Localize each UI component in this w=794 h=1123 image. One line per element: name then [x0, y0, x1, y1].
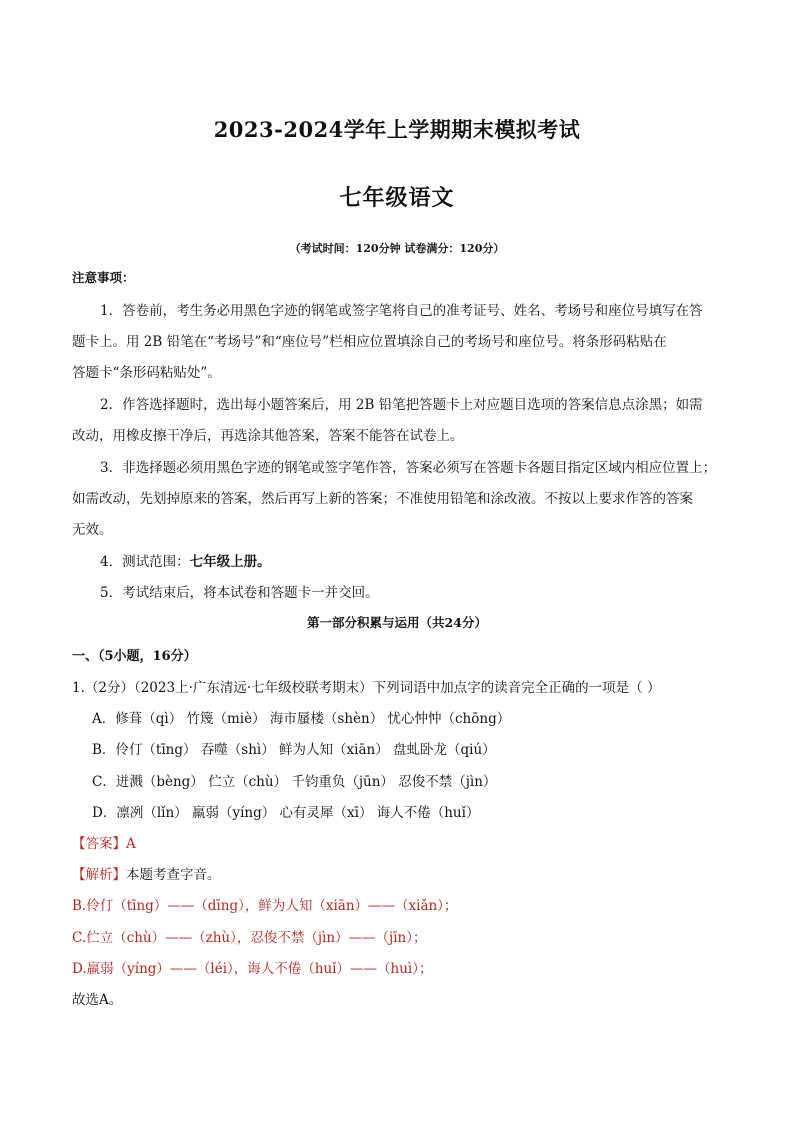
question-1-option-c: C．迸溅（bèng） 伫立（chù） 千钧重负（jūn） 忍俊不禁（jìn）: [92, 774, 497, 790]
notice-item-1-line-1: 1．答卷前，考生务必用黑色字迹的钢笔或签字笔将自己的准考证号、姓名、考场号和座位号填写在答: [100, 303, 703, 319]
conclusion: 故选A。: [72, 992, 123, 1008]
analysis-text: 本题考查字音。: [126, 867, 221, 883]
exam-info: （考试时间：120分钟 试卷满分：120分）: [289, 242, 505, 255]
answer-tag: 【答案】: [72, 836, 126, 852]
notice-item-4-prefix: 4．测试范围：: [100, 554, 190, 570]
notice-item-3-line-3: 无效。: [72, 522, 113, 538]
notice-item-3-line-1: 3．非选择题必须用黑色字迹的钢笔或签字笔作答，答案必须写在答题卡各题目指定区域内相应位置上；: [100, 460, 717, 476]
notice-item-2-line-1: 2．作答选择题时，选出每小题答案后，用 2B 铅笔把答题卡上对应题目选项的答案信息点涂黑；如需: [100, 397, 703, 413]
notice-item-2-line-2: 改动，用橡皮擦干净后，再选涂其他答案，答案不能答在试卷上。: [72, 428, 464, 444]
explain-line-d: D.羸弱（yíng）——（léi），诲人不倦（huǐ）——（huì）；: [72, 961, 433, 977]
analysis-line: [72, 863, 732, 883]
notice-heading: 注意事项：: [72, 270, 135, 285]
notice-item-4-value: 七年级上册。: [189, 554, 271, 570]
group-title: 一、（5小题，16分）: [72, 649, 197, 664]
question-1-option-a: A．修葺（qì） 竹篾（miè） 海市蜃楼（shèn） 忧心忡忡（chōng）: [92, 711, 511, 727]
question-1-stem: 1.（2分）（2023上·广东清远·七年级校联考期末）下列词语中加点字的读音完全正确的一项是（ ）: [72, 680, 661, 696]
notice-item-1-line-2: 题卡上。用 2B 铅笔在“考场号”和“座位号”栏相应位置填涂自己的考场号和座位号。将条形码粘贴在: [72, 334, 667, 350]
analysis-tag: 【解析】: [72, 867, 126, 883]
explain-line-b: B.伶仃（tīng）——（dīng），鲜为人知（xiān）——（xiǎn）；: [72, 898, 458, 914]
exam-title: 2023-2024学年上学期期末模拟考试: [213, 117, 581, 142]
notice-item-1-line-3: 答题卡“条形码粘贴处”。: [72, 365, 221, 381]
question-1-option-b: B．伶仃（tīng） 吞噬（shì） 鲜为人知（xiān） 盘虬卧龙（qiú）: [92, 742, 496, 758]
explain-line-c: C.伫立（chù）——（zhù），忍俊不禁（jìn）——（jīn）；: [72, 930, 427, 946]
part-title: 第一部分积累与运用（共24分）: [307, 615, 487, 630]
exam-subtitle: 七年级语文: [339, 185, 455, 211]
notice-item-5: 5．考试结束后，将本试卷和答题卡一并交回。: [100, 585, 379, 601]
answer-line: [72, 832, 732, 852]
notice-item-4: [100, 550, 732, 570]
answer-value: A: [126, 836, 136, 852]
notice-item-3-line-2: 如需改动，先划掉原来的答案，然后再写上新的答案；不准使用铅笔和涂改液。不按以上要求作答的答案: [72, 491, 693, 507]
question-1-option-d: D．凛冽（lǐn） 羸弱（yíng） 心有灵犀（xī） 诲人不倦（huǐ）: [92, 805, 480, 821]
